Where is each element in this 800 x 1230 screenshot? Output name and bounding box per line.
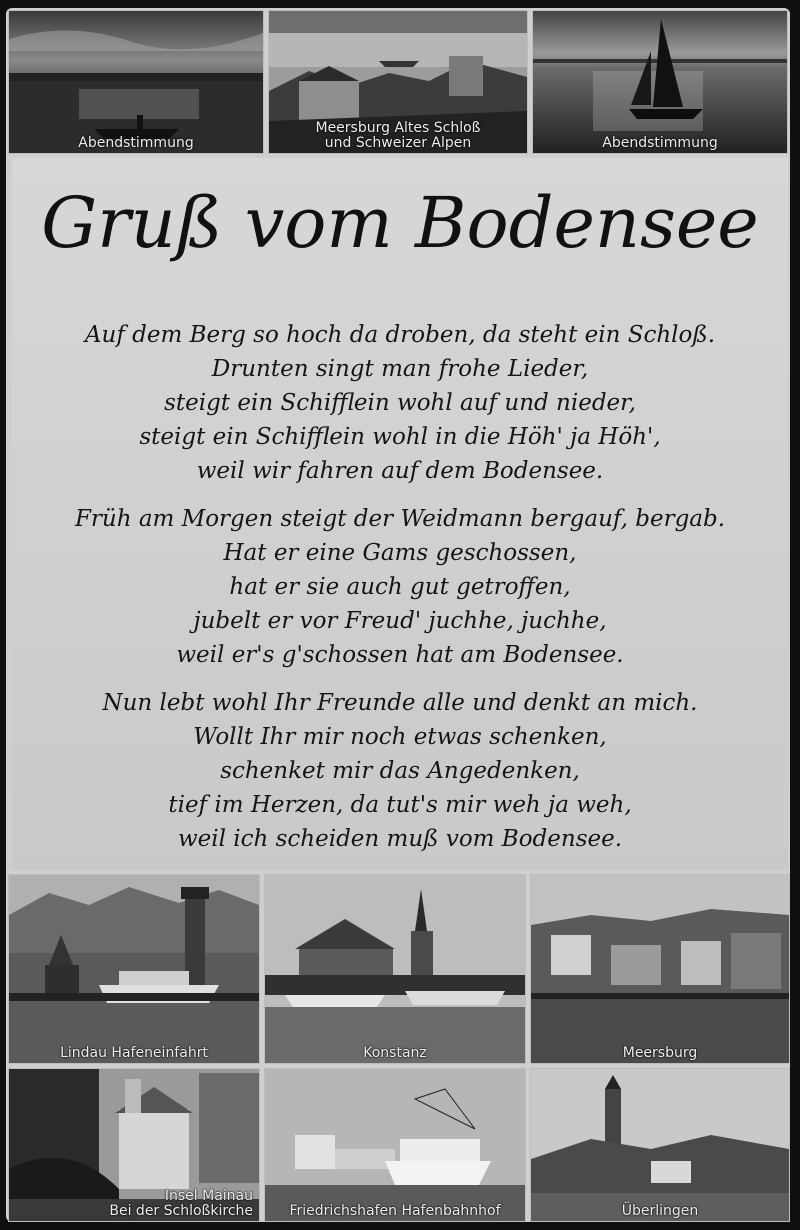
verse-line: Drunten singt man frohe Lieder, (211, 356, 589, 382)
harbor-lighthouse-photo (9, 875, 259, 1063)
photo-meersburg-castle (268, 10, 528, 154)
photo-meersburg (530, 874, 790, 1064)
verse-line: steigt ein Schifflein wohl auf und nieder, (164, 390, 636, 416)
verse-line: Auf dem Berg so hoch da droben, da steht ein Schloß. (84, 322, 716, 348)
photo-konstanz (264, 874, 526, 1064)
photo-caption: Meersburg (622, 1045, 698, 1061)
ueberlingen-town-photo (531, 1069, 789, 1221)
photo-caption: Insel Mainau Bei der Schloßkirche (109, 1188, 253, 1219)
stanza-3 (12, 686, 788, 856)
verse-line: Nun lebt wohl Ihr Freunde alle und denkt an mich. (102, 690, 698, 716)
photo-caption: Abendstimmung (602, 135, 718, 151)
photo-mainau (8, 1068, 260, 1222)
verse-line: jubelt er vor Freud' juchhe, juchhe, (193, 608, 607, 634)
photo-caption: Meersburg Altes Schloß und Schweizer Alpen (315, 120, 481, 151)
verse-line: schenket mir das Angedenken, (220, 758, 580, 784)
stanza-1 (12, 318, 788, 488)
verse-line: steigt ein Schifflein wohl in die Höh' ja Höh', (139, 424, 661, 450)
verse-line: Wollt Ihr mir noch etwas schenken, (193, 724, 607, 750)
stanza-2 (12, 502, 788, 672)
verse-line: weil ich scheiden muß vom Bodensee. (177, 826, 623, 852)
photo-friedrichshafen (264, 1068, 526, 1222)
verse-line: weil er's g'schossen hat am Bodensee. (176, 642, 624, 668)
sailboat-sunset-photo (533, 11, 787, 153)
lake-sunset-boat-photo (9, 11, 263, 153)
poem-panel (12, 158, 788, 870)
konstanz-harbor-photo (265, 875, 525, 1063)
verse-line: weil wir fahren auf dem Bodensee. (196, 458, 604, 484)
verse-line: hat er sie auch gut getroffen, (229, 574, 571, 600)
page-title: Gruß vom Bodensee (41, 182, 759, 264)
ferry-ship-photo (265, 1069, 525, 1221)
photo-caption: Konstanz (363, 1045, 427, 1061)
photo-caption: Friedrichshafen Hafenbahnhof (289, 1203, 501, 1219)
verse-line: Hat er eine Gams geschossen, (223, 540, 577, 566)
verse-line: Früh am Morgen steigt der Weidmann bergauf, bergab. (74, 506, 726, 532)
photo-ueberlingen (530, 1068, 790, 1222)
verse-line: tief im Herzen, da tut's mir weh ja weh, (168, 792, 632, 818)
photo-lindau (8, 874, 260, 1064)
photo-abendstimmung-sailboat (532, 10, 788, 154)
photo-caption: Abendstimmung (78, 135, 194, 151)
meersburg-town-photo (531, 875, 789, 1063)
photo-caption: Lindau Hafeneinfahrt (60, 1045, 208, 1061)
photo-abendstimmung-boat (8, 10, 264, 154)
photo-caption: Überlingen (621, 1203, 699, 1219)
